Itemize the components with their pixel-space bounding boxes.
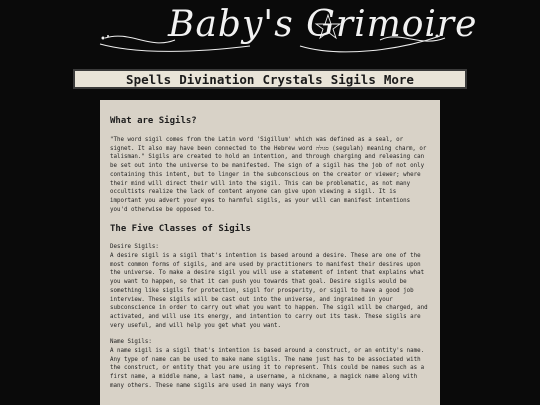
- article-title: What are Sigils?: [110, 116, 197, 126]
- intro-paragraph: "The word sigil comes from the Latin word 'Sigillum' which was defined as a seal, or signet. It also may have been connected to the Hebrew word סגולה (segulah) meaning charm, or talisman." Sigils are created to hold an intention, and through charging and releasing can be set out into the universe to be manifested. The sign of a sigil has the job of not only containing this intent, but to linger in the subconscious on the creator or viewer; where their mind will direct their will into the sigil. This can be problematic, as not many occultists realize the lack of content anyone can give upon viewing a sigil. It is important you advert your eyes to harmful sigils, as your will can manifest intentions you'd otherwise be opposed to.: [110, 137, 427, 213]
- name-heading: Name Sigils:: [110, 339, 152, 346]
- site-logo[interactable]: [0, 0, 540, 62]
- desire-heading: Desire Sigils:: [110, 244, 159, 251]
- nav-item-sigils[interactable]: Sigils: [330, 71, 376, 87]
- article-content: [100, 100, 440, 405]
- desire-paragraph: A desire sigil is a sigil that's intention is based around a desire. These are one of the most common forms of sigils, and are used by practitioners to manifest their desires upon the universe. To make a desire sigil you will use a statement of intent that explains what you want to happen, so that it can push you towards that goal. Desire sigils would be something like sigils for protection, sigil for prosperity, or sigil to have a good job interview. These sigils will be cast out into the universe, and ingrained in your subconscience in order to carry out what you want to happen. The sigil will be charged, and activated, and will use its energy, and intention to carry out its task. These sigils are very useful, and will help you get what you want.: [110, 253, 428, 329]
- nav-item-crystals[interactable]: Crystals: [262, 71, 323, 87]
- section-title: The Five Classes of Sigils: [110, 224, 251, 235]
- nav-item-divination[interactable]: Divination: [179, 71, 255, 87]
- nav-item-more[interactable]: More: [383, 71, 414, 87]
- nav-item-spells[interactable]: Spells: [126, 71, 172, 87]
- logo-text: Baby's Grimoire: [168, 4, 478, 45]
- main-nav: [73, 69, 467, 89]
- name-paragraph: A name sigil is a sigil that's intention is based around a construct, or an entity's name. Any type of name can be used to make name sigils. The name just has to be associated with the construct, or entity that you are using it to represent. This could be names such as a first name, a middle name, a last name, a username, a nickname, a magick name along with many others. These name sigils are used in many ways from: [110, 348, 425, 389]
